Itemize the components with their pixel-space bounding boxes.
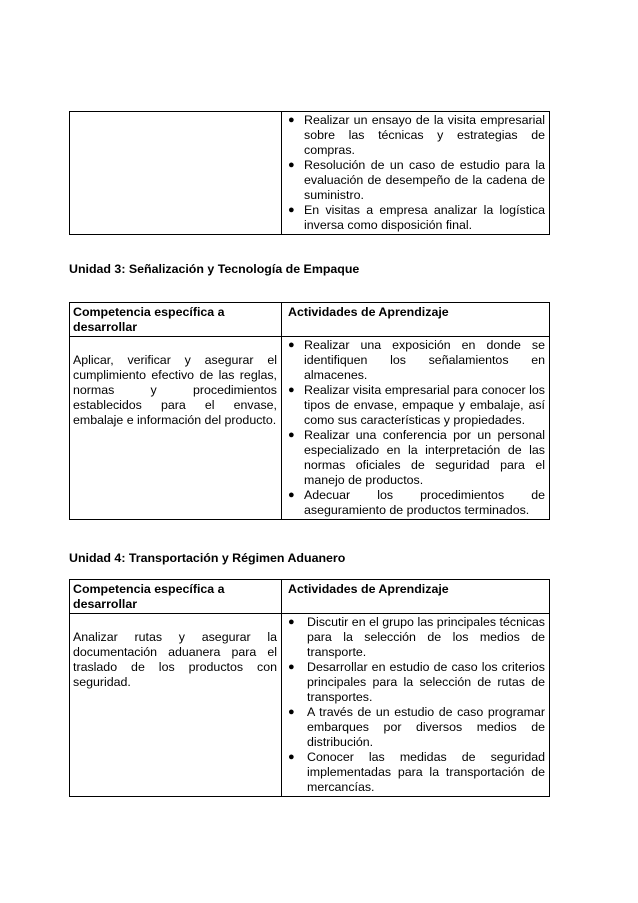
bullet-icon: ● [288, 429, 295, 441]
list-item: ● Resolución de un caso de estudio para la evaluación de desempeño de la cadena de suministro. [288, 158, 545, 202]
competence-text: Analizar rutas y asegurar la documentación aduanera para el traslado de los productos con seguridad. [73, 630, 277, 689]
activities-cell [282, 112, 550, 235]
list-item: ● A través de un estudio de caso programar embarques por diversos medios de distribución. [288, 705, 545, 749]
unit3-heading: Unidad 3: Señalización y Tecnología de Empaque [69, 262, 360, 276]
list-item: ● Realizar una conferencia por un personal especializado en la interpretación de las normas oficiales de seguridad para el manejo de productos. [288, 428, 545, 487]
bullet-icon: ● [288, 489, 295, 501]
unit4-heading: Unidad 4: Transportación y Régimen Aduanero [69, 551, 346, 565]
list-item: ● Realizar visita empresarial para conocer los tipos de envase, empaque y embalaje, así como sus características y propiedades. [288, 383, 545, 427]
competence-cell [70, 614, 282, 797]
list-item: ● Conocer las medidas de seguridad implementadas para la transportación de mercancías. [288, 750, 545, 794]
table-row [70, 614, 550, 797]
bullet-icon: ● [288, 339, 295, 351]
activities-list [285, 338, 545, 518]
bullet-icon: ● [288, 384, 295, 396]
list-item: ● Desarrollar en estudio de caso los criterios principales para la selección de rutas de transportes. [288, 660, 545, 704]
table-header-row [70, 303, 550, 337]
table-row [70, 337, 550, 520]
col1-header: Competencia específica a desarrollar [70, 580, 282, 614]
activities-list [285, 113, 545, 233]
activities-cell [282, 337, 550, 520]
list-item: ● Realizar una exposición en donde se identifiquen los señalamientos en almacenes. [288, 338, 545, 382]
competence-cell-empty [70, 112, 282, 235]
bullet-icon: ● [288, 661, 295, 673]
competence-text: Aplicar, verificar y asegurar el cumplimiento efectivo de las reglas, normas y procedimientos establecidos para el envase, embalaje e información del producto. [73, 353, 277, 427]
activities-list [285, 615, 545, 795]
bullet-icon: ● [288, 706, 295, 718]
col1-header: Competencia específica a desarrollar [70, 303, 282, 337]
unit4-table [69, 579, 550, 797]
bullet-icon: ● [288, 616, 295, 628]
bullet-icon: ● [288, 114, 295, 126]
bullet-icon: ● [288, 159, 295, 171]
bullet-icon: ● [288, 204, 295, 216]
list-item: ● Realizar un ensayo de la visita empresarial sobre las técnicas y estrategias de compras. [288, 113, 545, 157]
list-item: ● Discutir en el grupo las principales técnicas para la selección de los medios de transporte. [288, 615, 545, 659]
col2-header: Actividades de Aprendizaje [282, 580, 550, 614]
list-item: ● En visitas a empresa analizar la logística inversa como disposición final. [288, 203, 545, 232]
unit3-table [69, 302, 550, 520]
activities-cell [282, 614, 550, 797]
list-item: ● Adecuar los procedimientos de aseguramiento de productos terminados. [288, 488, 545, 517]
unit2-activities-table [69, 111, 550, 235]
competence-cell [70, 337, 282, 520]
table-header-row [70, 580, 550, 614]
col2-header: Actividades de Aprendizaje [282, 303, 550, 337]
bullet-icon: ● [288, 751, 295, 763]
